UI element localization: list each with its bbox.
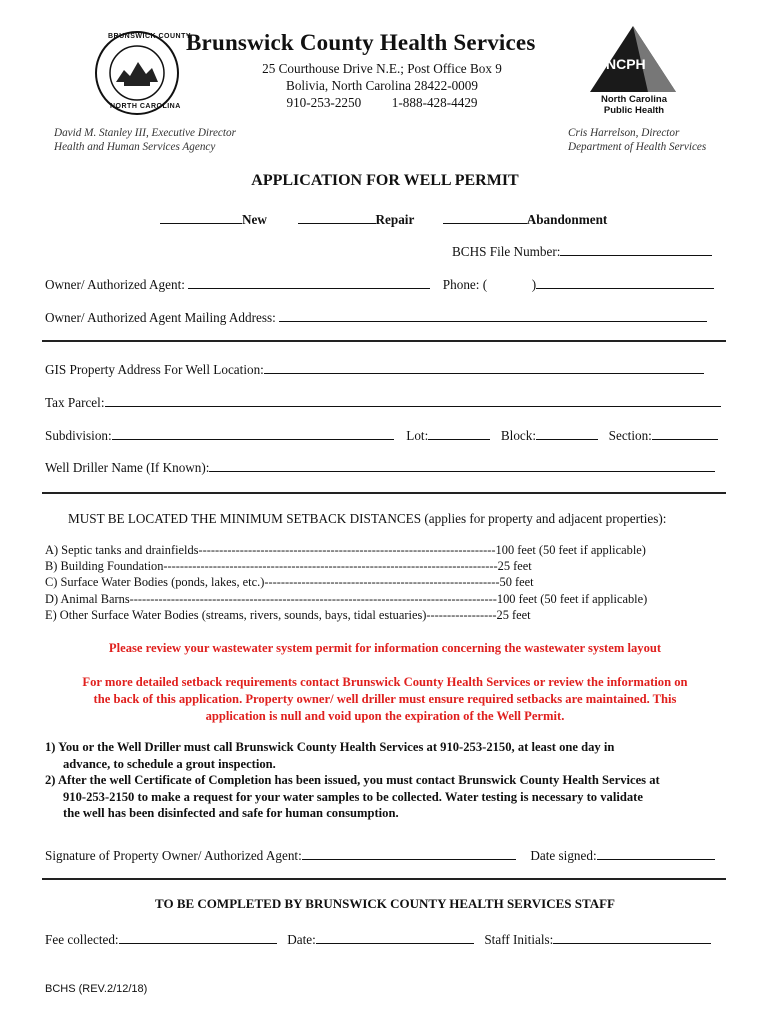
instruction-1-line2: advance, to schedule a grout inspection. [63,756,276,771]
setback-item: A) Septic tanks and drainfields------------------------------------------------------------------------100 feet (50 feet if applicable) [45,543,646,557]
setback-item: E) Other Surface Water Bodies (streams, rivers, sounds, bays, tidal estuaries)-----------------25 feet [45,607,531,622]
block-field[interactable] [536,426,598,440]
staff-initials-label: Staff Initials: [484,932,554,947]
signature-field[interactable] [302,846,516,860]
setback-item: D) Animal Barns-----------------------------------------------------------------------------------------100 feet (50 feet if applicable) [45,591,648,606]
staff-date-label: Date: [287,932,316,947]
phone-numbers [232,94,532,111]
setbacks-list [45,542,647,623]
gis-label: GIS Property Address For Well Location: [45,362,264,377]
subdivision-row [45,426,718,444]
driller-label: Well Driller Name (If Known): [45,460,210,475]
repair-blank[interactable] [298,210,376,224]
owner-field[interactable] [188,275,430,289]
instruction-1-line1: 1) You or the Well Driller must call Brunswick County Health Services at 910-253-2150, at least one day in [45,740,615,754]
abandonment-blank[interactable] [443,210,527,224]
section-divider-2 [42,492,726,494]
form-title: APPLICATION FOR WELL PERMIT [251,172,519,189]
staff-date-field[interactable] [316,930,474,944]
right-officer-name: Cris Harrelson, Director [568,127,680,139]
staff-initials-field[interactable] [553,930,711,944]
org-name: Brunswick County Health Services [186,30,536,55]
setback-notice-line1: For more detailed setback requirements contact Brunswick County Health Services or review the information on [82,675,688,689]
phone-main: 910-253-2250 [286,95,362,110]
setback-item: B) Building Foundation---------------------------------------------------------------------------------25 feet [45,559,532,574]
setback-notice-line2: the back of this application. Property owner/ well driller must ensure required setbacks are maintained. This [93,692,677,706]
phone-tollfree: 1-888-428-4429 [391,95,478,110]
date-signed-label: Date signed: [530,848,597,863]
gis-field[interactable] [264,360,704,374]
file-number-label: BCHS File Number: [452,244,561,259]
subdivision-label: Subdivision: [45,428,112,443]
file-number-row [452,242,712,260]
left-officer [54,126,236,154]
section-label: Section: [608,428,652,443]
instruction-2-line1: 2) After the well Certificate of Completion has been issued, you must contact Brunswick County Health Services at [45,773,660,788]
fee-label: Fee collected: [45,932,119,947]
section-field[interactable] [652,426,718,440]
mailing-field[interactable] [279,308,707,322]
staff-row [45,930,711,948]
phone-label: Phone: ( [442,277,488,292]
new-blank[interactable] [160,210,242,224]
review-notice: Please review your wastewater system permit for information concerning the wastewater system layout [108,641,662,655]
date-signed-field[interactable] [597,846,715,860]
setback-notice [0,674,770,725]
staff-heading: TO BE COMPLETED BY BRUNSWICK COUNTY HEALTH SERVICES STAFF [155,896,615,911]
seal-bottom-text: NORTH CAROLINA [110,103,181,110]
address-line1: 25 Courthouse Drive N.E.; Post Office Box 9 [262,61,502,76]
tax-label: Tax Parcel: [45,395,105,410]
owner-label: Owner/ Authorized Agent: [45,277,185,292]
type-repair-label: Repair [375,212,415,227]
setback-item: C) Surface Water Bodies (ponds, lakes, etc.)---------------------------------------------------------50 feet [45,575,534,590]
section-divider-3 [42,878,726,880]
ncph-name [592,94,676,116]
right-officer-title: Department of Health Services [568,141,707,153]
ncph-line1: North Carolina [601,94,667,105]
subdivision-field[interactable] [112,426,394,440]
left-officer-title: Health and Human Services Agency [54,141,216,153]
driller-row [45,458,715,476]
signature-row [45,846,715,864]
instruction-2-line2: 910-253-2150 to make a request for your water samples to be collected. Water testing is necessary to validate [63,789,643,804]
instructions [45,739,660,822]
setbacks-heading: MUST BE LOCATED THE MINIMUM SETBACK DISTANCES (applies for property and adjacent properties): [68,511,667,526]
permit-type-row [160,210,607,228]
block-label: Block: [500,428,537,443]
instruction-2-line3: the well has been disinfected and safe for human consumption. [63,806,399,821]
revision-footer: BCHS (REV.2/12/18) [45,983,148,995]
driller-field[interactable] [209,458,715,472]
org-address [232,60,532,111]
type-abandonment-label: Abandonment [526,212,608,227]
fee-field[interactable] [119,930,277,944]
lot-label: Lot: [406,428,429,443]
tax-row [45,393,721,411]
left-officer-name: David M. Stanley III, Executive Director [54,127,236,139]
section-divider-1 [42,340,726,342]
tax-field[interactable] [105,393,721,407]
address-line2: Bolivia, North Carolina 28422-0009 [286,78,478,93]
lot-field[interactable] [428,426,490,440]
type-new-label: New [242,212,267,227]
ncph-abbr: NCPH [606,56,646,72]
signature-label: Signature of Property Owner/ Authorized Agent: [45,848,302,863]
ncph-line2: Public Health [603,105,665,116]
phone-field[interactable] [536,275,714,289]
gis-row [45,360,704,378]
file-number-field[interactable] [560,242,712,256]
owner-row [45,275,714,293]
right-officer [568,126,706,154]
mailing-label: Owner/ Authorized Agent Mailing Address: [45,310,276,325]
setback-notice-line3: application is null and void upon the expiration of the Well Permit. [205,709,565,723]
mailing-row [45,308,707,326]
seal-top-text: BRUNSWICK COUNTY [108,33,192,40]
phone-close-paren: ) [531,277,537,292]
